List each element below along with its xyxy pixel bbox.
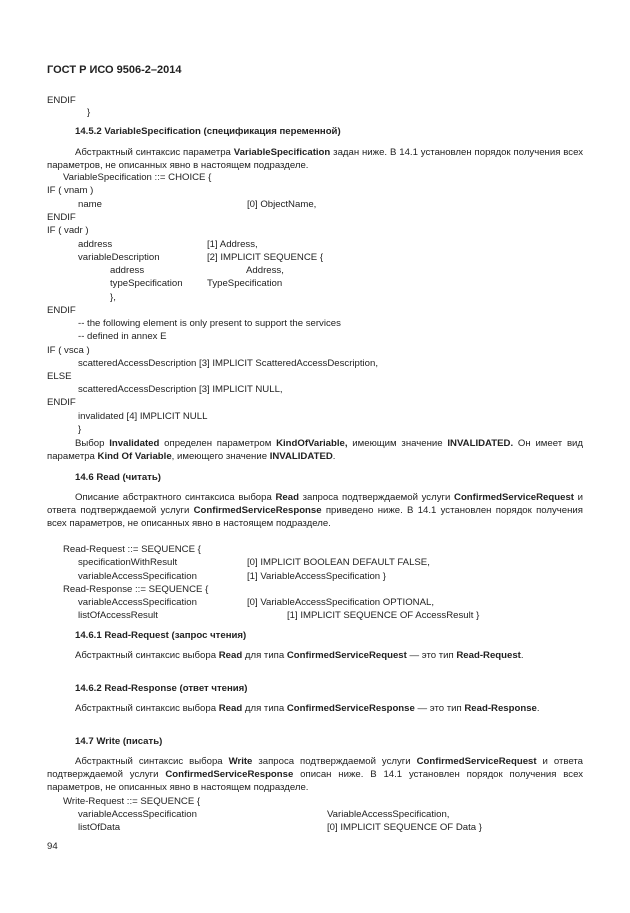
section-number: 14.7 [75, 736, 94, 747]
paragraph: Абстрактный синтаксис параметра VariableSpecification задан ниже. В 14.1 установлен порядок получения всех параметров, не описанных явно в настоящем подразделе. [47, 147, 583, 171]
section-title: Read-Request (запрос чтения) [104, 630, 247, 641]
code-line: Write-Request ::= SEQUENCE { [63, 796, 201, 807]
code-line: variableAccessSpecification [78, 571, 197, 582]
code-line: }, [110, 292, 116, 303]
paragraph: Выбор Invalidated определен параметром KindOfVariable, имеющим значение INVALIDATED. Он имеет вид параметра Kind Of Variable, имеющего значение INVALIDATED. [47, 438, 583, 462]
code-line: scatteredAccessDescription [3] IMPLICIT ScatteredAccessDescription, [78, 358, 379, 369]
code-line: [0] IMPLICIT BOOLEAN DEFAULT FALSE, [247, 557, 430, 568]
code-line: specificationWithResult [78, 557, 178, 568]
page-number: 94 [47, 841, 58, 852]
code-line: ELSE [47, 371, 72, 382]
code-line: typeSpecification [110, 278, 183, 289]
code-line: IF ( vsca ) [47, 345, 90, 356]
code-comment: -- the following element is only present to support the services [78, 318, 341, 329]
code-line: } [87, 107, 91, 118]
code-line: } [78, 424, 82, 435]
section-heading-14-6 [75, 472, 161, 484]
code-line: name [78, 199, 102, 210]
code-line: scatteredAccessDescription [3] IMPLICIT NULL, [78, 384, 283, 395]
code-line: [0] VariableAccessSpecification OPTIONAL, [247, 597, 434, 608]
code-line: [1] IMPLICIT SEQUENCE OF AccessResult } [287, 610, 480, 621]
code-line: [0] IMPLICIT SEQUENCE OF Data } [327, 822, 482, 833]
paragraph: Абстрактный синтаксис выбора Read для типа ConfirmedServiceRequest — это тип Read-Request. [75, 650, 524, 661]
code-line: IF ( vadr ) [47, 225, 89, 236]
code-line: [1] VariableAccessSpecification } [247, 571, 387, 582]
code-line: listOfAccessResult [78, 610, 158, 621]
section-title: Read (читать) [96, 472, 161, 483]
code-line: VariableAccessSpecification, [327, 809, 450, 820]
code-line: variableAccessSpecification [78, 597, 197, 608]
code-line: ENDIF [47, 397, 76, 408]
code-line: ENDIF [47, 305, 76, 316]
code-line: VariableSpecification ::= CHOICE { [63, 172, 212, 183]
section-number: 14.6 [75, 472, 94, 483]
code-line: ENDIF [47, 212, 76, 223]
code-line: [0] ObjectName, [247, 199, 317, 210]
paragraph: Абстрактный синтаксис выбора Write запроса подтверждаемой услуги ConfirmedServiceRequest и ответа подтверждаемой услуги ConfirmedServiceResponse описан ниже. В 14.1 установлен порядок получения всех параметров, не описанных явно в настоящем подразделе. [47, 756, 583, 793]
code-line: variableAccessSpecification [78, 809, 197, 820]
paragraph: Описание абстрактного синтаксиса выбора Read запроса подтверждаемой услуги ConfirmedServiceRequest и ответа подтверждаемой услуги ConfirmedServiceResponse приведено ниже. В 14.1 установлен порядок получения всех параметров, не описанных явно в настоящем подразделе. [47, 492, 584, 529]
section-title: Read-Response (ответ чтения) [104, 683, 248, 694]
code-line: Address, [246, 265, 284, 276]
code-line: address [78, 239, 113, 250]
section-heading-14-6-1 [75, 630, 246, 642]
section-title: Write (писать) [96, 736, 163, 747]
code-line: [2] IMPLICIT SEQUENCE { [207, 252, 324, 263]
section-heading-14-7 [75, 736, 162, 748]
section-heading-14-5-2 [75, 126, 341, 138]
code-line: TypeSpecification [207, 278, 283, 289]
section-number: 14.6.1 [75, 630, 102, 641]
code-line: Read-Response ::= SEQUENCE { [63, 584, 209, 595]
code-line: [1] Address, [207, 239, 258, 250]
code-line: ENDIF [47, 95, 76, 106]
code-line: Read-Request ::= SEQUENCE { [63, 544, 201, 555]
code-line: address [110, 265, 145, 276]
section-heading-14-6-2 [75, 683, 247, 695]
code-line: IF ( vnam ) [47, 185, 94, 196]
code-line: listOfData [78, 822, 121, 833]
code-line: invalidated [4] IMPLICIT NULL [78, 411, 208, 422]
section-number: 14.6.2 [75, 683, 102, 694]
paragraph: Абстрактный синтаксис выбора Read для типа ConfirmedServiceResponse — это тип Read-Response. [75, 703, 540, 714]
document-header: ГОСТ Р ИСО 9506-2–2014 [47, 64, 182, 76]
section-title: VariableSpecification (спецификация переменной) [104, 126, 341, 137]
code-line: variableDescription [78, 252, 160, 263]
section-number: 14.5.2 [75, 126, 102, 137]
code-comment: -- defined in annex E [78, 331, 167, 342]
